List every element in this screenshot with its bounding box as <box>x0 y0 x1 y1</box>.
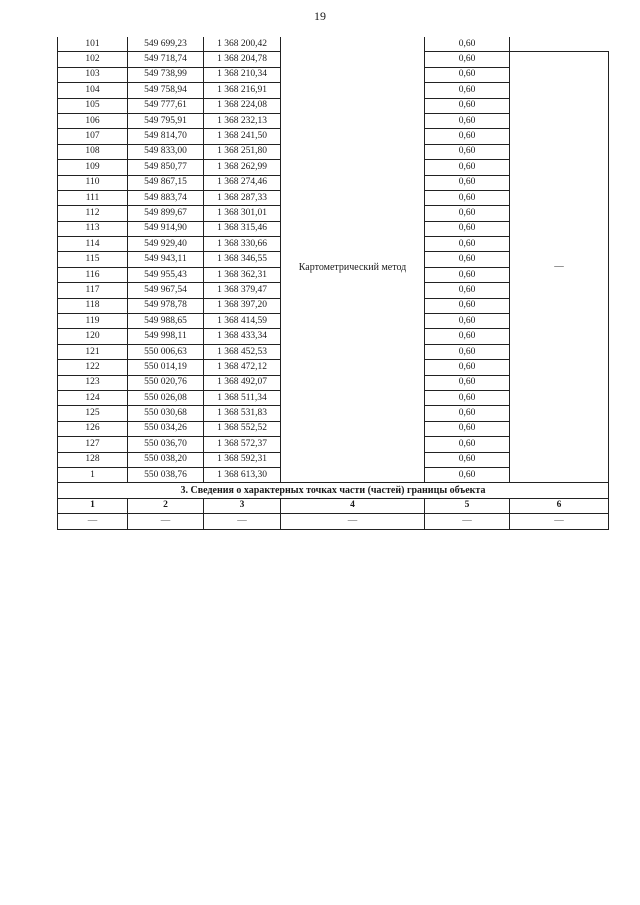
point-number-cell: 126 <box>58 421 128 436</box>
point-number-cell: 128 <box>58 452 128 467</box>
point-number-cell: 122 <box>58 360 128 375</box>
error-cell: 0,60 <box>425 206 510 221</box>
y-coordinate-cell: 1 368 452,53 <box>204 344 281 359</box>
point-number-cell: 127 <box>58 437 128 452</box>
section3-header-cell: 4 <box>281 498 425 513</box>
point-number-cell: 120 <box>58 329 128 344</box>
error-cell: 0,60 <box>425 360 510 375</box>
x-coordinate-cell: 549 777,61 <box>128 98 204 113</box>
y-coordinate-cell: 1 368 210,34 <box>204 67 281 82</box>
x-coordinate-cell: 550 020,76 <box>128 375 204 390</box>
error-cell: 0,60 <box>425 190 510 205</box>
error-cell: 0,60 <box>425 314 510 329</box>
section3-cell: — <box>281 514 425 529</box>
point-number-cell: 1 <box>58 467 128 482</box>
x-coordinate-cell: 549 998,11 <box>128 329 204 344</box>
y-coordinate-cell: 1 368 200,42 <box>204 37 281 52</box>
y-coordinate-cell: 1 368 592,31 <box>204 452 281 467</box>
description-cell-empty <box>510 37 609 52</box>
x-coordinate-cell: 549 967,54 <box>128 283 204 298</box>
point-number-cell: 123 <box>58 375 128 390</box>
section3-header-cell: 1 <box>58 498 128 513</box>
error-cell: 0,60 <box>425 129 510 144</box>
y-coordinate-cell: 1 368 287,33 <box>204 190 281 205</box>
point-number-cell: 118 <box>58 298 128 313</box>
error-cell: 0,60 <box>425 329 510 344</box>
section3-header-cell: 6 <box>510 498 609 513</box>
y-coordinate-cell: 1 368 572,37 <box>204 437 281 452</box>
section3-data-row <box>58 514 609 529</box>
x-coordinate-cell: 549 929,40 <box>128 237 204 252</box>
section3-cell: — <box>58 514 128 529</box>
section3-cell: — <box>510 514 609 529</box>
point-number-cell: 113 <box>58 221 128 236</box>
section3-title: 3. Сведения о характерных точках части (частей) границы объекта <box>58 483 609 498</box>
x-coordinate-cell: 550 036,70 <box>128 437 204 452</box>
error-cell: 0,60 <box>425 175 510 190</box>
y-coordinate-cell: 1 368 274,46 <box>204 175 281 190</box>
point-number-cell: 119 <box>58 314 128 329</box>
y-coordinate-cell: 1 368 315,46 <box>204 221 281 236</box>
point-number-cell: 101 <box>58 37 128 52</box>
error-cell: 0,60 <box>425 390 510 405</box>
point-number-cell: 124 <box>58 390 128 405</box>
point-number-cell: 125 <box>58 406 128 421</box>
y-coordinate-cell: 1 368 414,59 <box>204 314 281 329</box>
error-cell: 0,60 <box>425 344 510 359</box>
error-cell: 0,60 <box>425 52 510 67</box>
x-coordinate-cell: 549 738,99 <box>128 67 204 82</box>
x-coordinate-cell: 549 955,43 <box>128 267 204 282</box>
point-number-cell: 103 <box>58 67 128 82</box>
error-cell: 0,60 <box>425 98 510 113</box>
x-coordinate-cell: 549 699,23 <box>128 37 204 52</box>
x-coordinate-cell: 549 833,00 <box>128 144 204 159</box>
y-coordinate-cell: 1 368 433,34 <box>204 329 281 344</box>
y-coordinate-cell: 1 368 552,52 <box>204 421 281 436</box>
error-cell: 0,60 <box>425 406 510 421</box>
error-cell: 0,60 <box>425 252 510 267</box>
point-number-cell: 105 <box>58 98 128 113</box>
x-coordinate-cell: 549 795,91 <box>128 113 204 128</box>
x-coordinate-cell: 549 867,15 <box>128 175 204 190</box>
page-number: 19 <box>314 9 326 23</box>
x-coordinate-cell: 549 914,90 <box>128 221 204 236</box>
section3-cell: — <box>425 514 510 529</box>
x-coordinate-cell: 549 899,67 <box>128 206 204 221</box>
point-number-cell: 110 <box>58 175 128 190</box>
points-table-body <box>58 37 609 483</box>
y-coordinate-cell: 1 368 379,47 <box>204 283 281 298</box>
x-coordinate-cell: 549 883,74 <box>128 190 204 205</box>
x-coordinate-cell: 549 850,77 <box>128 160 204 175</box>
error-cell: 0,60 <box>425 283 510 298</box>
x-coordinate-cell: 549 943,11 <box>128 252 204 267</box>
y-coordinate-cell: 1 368 397,20 <box>204 298 281 313</box>
x-coordinate-cell: 550 038,20 <box>128 452 204 467</box>
section3-header-cell: 5 <box>425 498 510 513</box>
x-coordinate-cell: 550 014,19 <box>128 360 204 375</box>
point-number-cell: 102 <box>58 52 128 67</box>
y-coordinate-cell: 1 368 362,31 <box>204 267 281 282</box>
x-coordinate-cell: 549 988,65 <box>128 314 204 329</box>
y-coordinate-cell: 1 368 224,08 <box>204 98 281 113</box>
x-coordinate-cell: 550 038,76 <box>128 467 204 482</box>
point-number-cell: 109 <box>58 160 128 175</box>
y-coordinate-cell: 1 368 492,07 <box>204 375 281 390</box>
boundary-points-table <box>57 37 609 530</box>
error-cell: 0,60 <box>425 237 510 252</box>
y-coordinate-cell: 1 368 241,50 <box>204 129 281 144</box>
error-cell: 0,60 <box>425 437 510 452</box>
error-cell: 0,60 <box>425 267 510 282</box>
section3-cell: — <box>204 514 281 529</box>
x-coordinate-cell: 550 026,08 <box>128 390 204 405</box>
y-coordinate-cell: 1 368 511,34 <box>204 390 281 405</box>
point-number-cell: 112 <box>58 206 128 221</box>
y-coordinate-cell: 1 368 216,91 <box>204 83 281 98</box>
point-number-cell: 111 <box>58 190 128 205</box>
y-coordinate-cell: 1 368 531,83 <box>204 406 281 421</box>
error-cell: 0,60 <box>425 421 510 436</box>
method-cell-empty <box>281 37 425 52</box>
y-coordinate-cell: 1 368 613,30 <box>204 467 281 482</box>
y-coordinate-cell: 1 368 346,55 <box>204 252 281 267</box>
y-coordinate-cell: 1 368 330,66 <box>204 237 281 252</box>
error-cell: 0,60 <box>425 467 510 482</box>
x-coordinate-cell: 550 006,63 <box>128 344 204 359</box>
point-number-cell: 107 <box>58 129 128 144</box>
y-coordinate-cell: 1 368 232,13 <box>204 113 281 128</box>
error-cell: 0,60 <box>425 37 510 52</box>
error-cell: 0,60 <box>425 375 510 390</box>
error-cell: 0,60 <box>425 144 510 159</box>
x-coordinate-cell: 549 718,74 <box>128 52 204 67</box>
point-number-cell: 106 <box>58 113 128 128</box>
section3 <box>58 483 609 529</box>
point-number-cell: 114 <box>58 237 128 252</box>
section3-header-cell: 3 <box>204 498 281 513</box>
point-number-cell: 121 <box>58 344 128 359</box>
x-coordinate-cell: 550 030,68 <box>128 406 204 421</box>
point-number-cell: 115 <box>58 252 128 267</box>
y-coordinate-cell: 1 368 204,78 <box>204 52 281 67</box>
error-cell: 0,60 <box>425 67 510 82</box>
x-coordinate-cell: 549 814,70 <box>128 129 204 144</box>
x-coordinate-cell: 550 034,26 <box>128 421 204 436</box>
error-cell: 0,60 <box>425 452 510 467</box>
y-coordinate-cell: 1 368 301,01 <box>204 206 281 221</box>
method-cell: Картометрический метод <box>281 52 425 483</box>
section3-header-cell: 2 <box>128 498 204 513</box>
point-number-cell: 104 <box>58 83 128 98</box>
error-cell: 0,60 <box>425 83 510 98</box>
x-coordinate-cell: 549 758,94 <box>128 83 204 98</box>
table-row <box>58 52 609 67</box>
section3-header-row <box>58 498 609 513</box>
point-number-cell: 116 <box>58 267 128 282</box>
error-cell: 0,60 <box>425 160 510 175</box>
table-row <box>58 37 609 52</box>
y-coordinate-cell: 1 368 472,12 <box>204 360 281 375</box>
section3-cell: — <box>128 514 204 529</box>
error-cell: 0,60 <box>425 221 510 236</box>
y-coordinate-cell: 1 368 262,99 <box>204 160 281 175</box>
error-cell: 0,60 <box>425 298 510 313</box>
x-coordinate-cell: 549 978,78 <box>128 298 204 313</box>
y-coordinate-cell: 1 368 251,80 <box>204 144 281 159</box>
description-cell: — <box>510 52 609 483</box>
point-number-cell: 117 <box>58 283 128 298</box>
error-cell: 0,60 <box>425 113 510 128</box>
point-number-cell: 108 <box>58 144 128 159</box>
